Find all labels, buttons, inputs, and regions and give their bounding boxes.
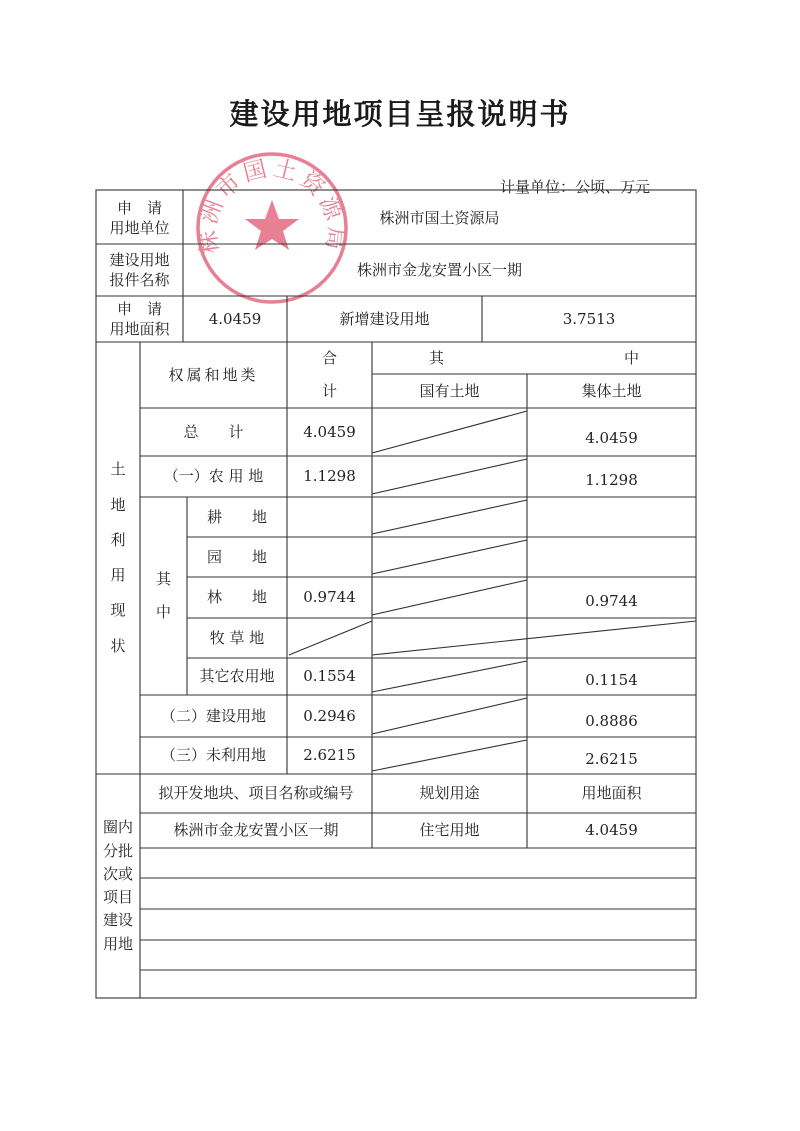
table-cell: 0.8886 [585, 711, 638, 730]
landuse-section-label: 土 地 利 用 现 状 [110, 460, 126, 655]
measurement-unit: 计量单位：公顷、万元 [500, 178, 651, 196]
new-construction-value: 3.7513 [562, 309, 616, 328]
plot-name-cell: 株洲市金龙安置小区一期 [173, 821, 339, 840]
of-which-sub-label: 其 中 [155, 570, 171, 621]
document-title: 建设用地项目呈报说明书 [229, 97, 571, 131]
table-cell: 0.9744 [303, 588, 356, 607]
row-forest-label: 林 地 [206, 588, 267, 607]
area-label: 申 请 用地面积 [109, 299, 170, 338]
col-land-area: 用地面积 [581, 784, 642, 803]
new-construction-label: 新增建设用地 [339, 309, 430, 328]
col-total: 合 计 [321, 349, 337, 400]
area-value: 4.0459 [208, 309, 262, 328]
col-state-owned: 国有土地 [419, 381, 480, 400]
col-of-which: 其 中 [428, 348, 640, 367]
plots-section-label: 圈内 分批 次或 项目 建设 用地 [102, 818, 133, 953]
table-cell: 0.1154 [585, 671, 638, 690]
project-label: 建设用地 报件名称 [109, 250, 170, 289]
table-cell: 4.0459 [303, 422, 356, 441]
col-collective: 集体土地 [581, 381, 642, 400]
row-cultivated-label: 耕 地 [206, 507, 267, 526]
table-cell: 1.1298 [585, 471, 638, 490]
row-pasture-label: 牧 草 地 [209, 628, 265, 647]
col-planned-use: 规划用途 [419, 784, 480, 803]
seal-text: 株洲市国土资源局 [194, 155, 350, 256]
col-category: 权属和地类 [168, 365, 259, 384]
row-garden-label: 园 地 [206, 547, 267, 566]
applicant-label: 申 请 用地单位 [109, 198, 170, 237]
col-plot-name: 拟开发地块、项目名称或编号 [158, 784, 354, 803]
table-cell: 0.2946 [303, 706, 356, 725]
row-unused-label: （三）未利用地 [160, 746, 266, 765]
plot-use-cell: 住宅用地 [419, 821, 480, 840]
table-cell: 0.9744 [585, 592, 638, 611]
row-construction-label: （二）建设用地 [160, 706, 266, 725]
table-cell: 2.6215 [303, 746, 356, 765]
table-cell: 2.6215 [585, 750, 638, 769]
project-name-value: 株洲市金龙安置小区一期 [356, 260, 522, 279]
table-cell: 1.1298 [303, 467, 356, 486]
table-cell: 4.0459 [585, 428, 638, 447]
plot-area-cell: 4.0459 [585, 821, 638, 840]
row-agricultural-label: （一）农 用 地 [163, 467, 264, 486]
row-total-label: 总 计 [183, 422, 244, 441]
table-cell: 0.1554 [303, 667, 356, 686]
applicant-value: 株洲市国土资源局 [379, 208, 500, 227]
row-other-agri-label: 其它农用地 [199, 667, 275, 686]
